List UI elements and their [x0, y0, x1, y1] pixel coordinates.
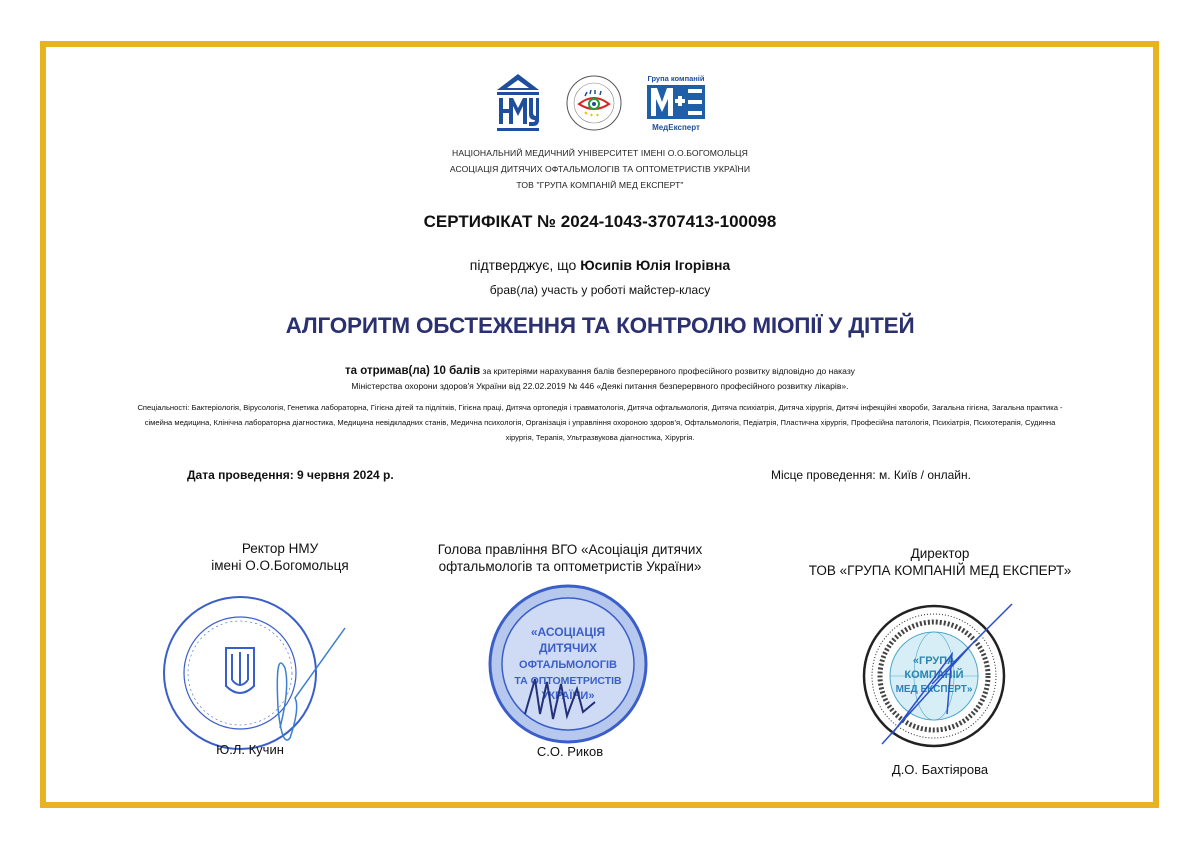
medexpert-stamp-icon	[852, 594, 1022, 754]
recipient-name: Юсипів Юлія Ігорівна	[580, 257, 731, 273]
points-statement	[0, 364, 1200, 394]
signer-name-rector: Ю.Л. Кучин	[216, 742, 284, 757]
organization-line: АСОЦІАЦІЯ ДИТЯЧИХ ОФТАЛЬМОЛОГІВ ТА ОПТОМЕТРИСТІВ УКРАЇНИ	[449, 164, 751, 174]
signer-title-line1: Ректор НМУ	[241, 541, 319, 556]
signer-title-line1: Директор	[910, 546, 970, 561]
svg-text:ТА ОПТОМЕТРИСТІВ: ТА ОПТОМЕТРИСТІВ	[514, 675, 622, 687]
signer-title-line1: Голова правління ВГО «Асоціація дитячих	[437, 542, 703, 557]
medexpert-top-text: Група компаній	[647, 74, 705, 83]
confirmation-prefix: підтверджує, що	[469, 257, 581, 273]
association-stamp-icon	[485, 584, 651, 744]
signature-block-rector	[150, 540, 410, 574]
svg-text:УКРАЇНИ»: УКРАЇНИ»	[541, 690, 595, 702]
svg-text:КОМПАНІЙ: КОМПАНІЙ	[904, 669, 964, 681]
confirmation-line	[0, 257, 1200, 273]
signer-name-association: С.О. Риков	[536, 744, 604, 759]
medexpert-bottom-text: МедЕксперт	[652, 123, 700, 132]
medexpert-logo	[645, 72, 707, 134]
svg-text:«АСОЦІАЦІЯ: «АСОЦІАЦІЯ	[530, 625, 606, 639]
nmu-stamp-icon	[160, 588, 360, 758]
points-rest: за критеріями нарахування балів безперервного професійного розвитку відповідно до наказу	[480, 366, 855, 376]
participation-line: брав(ла) участь у роботі майстер-класу	[489, 283, 711, 297]
signer-name-director: Д.О. Бахтіярова	[891, 762, 989, 777]
signer-title-line2: ТОВ «ГРУПА КОМПАНІЙ МЕД ЕКСПЕРТ»	[808, 563, 1072, 578]
nmu-logo	[493, 72, 543, 134]
svg-text:МЕД ЕКСПЕРТ»: МЕД ЕКСПЕРТ»	[895, 684, 973, 695]
organizations-list	[0, 145, 1200, 193]
svg-text:ДИТЯЧИХ: ДИТЯЧИХ	[538, 641, 598, 655]
organization-line: ТОВ "ГРУПА КОМПАНІЙ МЕД ЕКСПЕРТ"	[516, 180, 684, 190]
event-date: Дата проведення: 9 червня 2024 р.	[187, 468, 394, 482]
points-line2: Міністерства охорони здоров'я України від 22.02.2019 № 446 «Деякі питання безперервного професійного розвитку лікарів».	[351, 381, 849, 391]
signature-block-association	[405, 541, 735, 575]
association-logo	[565, 72, 623, 134]
svg-text:«ГРУПА: «ГРУПА	[912, 655, 956, 667]
signature-block-director	[770, 545, 1110, 579]
signer-title-line2: офтальмологів та оптометристів України»	[438, 559, 702, 574]
event-title: АЛГОРИТМ ОБСТЕЖЕННЯ ТА КОНТРОЛЮ МІОПІЇ У ДІТЕЙ	[285, 313, 915, 338]
event-place: Місце проведення: м. Київ / онлайн.	[771, 468, 971, 482]
logo-row	[0, 72, 1200, 134]
points-bold: та отримав(ла) 10 балів	[345, 365, 481, 377]
certificate-number: СЕРТИФІКАТ № 2024-1043-3707413-100098	[423, 212, 777, 231]
specialties-list: Спеціальності: Бактеріологія, Вірусологія, Генетика лабораторна, Гігієна дітей та підлітків, Гігієна праці, Дитяча ортопедія і травматологія, Дитяча офтальмологія, Дитяча психіатрія, Дитяча хірургія, Дитячі інфекційні хвороби, Загальна гігієна, Загальна практика - сімейна медицина, Клінічна лабораторна діагностика, Медицина невідкладних станів, Медична психологія, Організація і управління охороною здоров’я, Офтальмологія, Педіатрія, Пластична хірургія, Професійна патологія, Психіатрія, Психотерапія, Судинна хірургія, Терапія, Ультразвукова діагностика, Хірургія.	[137, 403, 1063, 442]
organization-line: НАЦІОНАЛЬНИЙ МЕДИЧНИЙ УНІВЕРСИТЕТ ІМЕНІ О.О.БОГОМОЛЬЦЯ	[452, 148, 748, 158]
svg-text:ОФТАЛЬМОЛОГІВ: ОФТАЛЬМОЛОГІВ	[519, 659, 617, 671]
signer-title-line2: імені О.О.Богомольця	[211, 558, 349, 573]
